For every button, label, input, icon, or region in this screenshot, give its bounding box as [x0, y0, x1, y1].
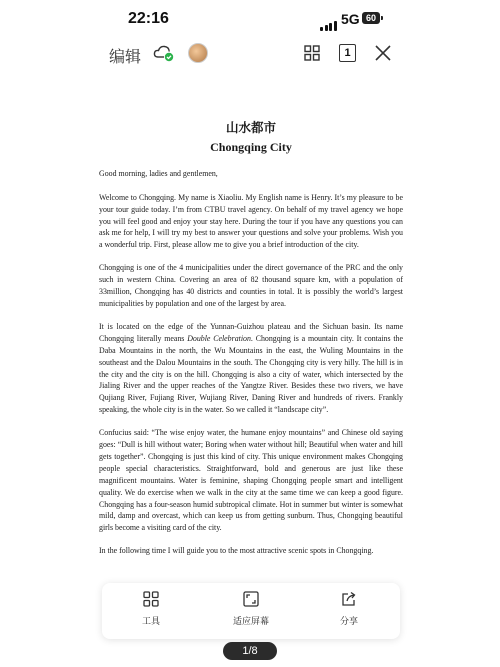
- paragraph-municipality: Chongqing is one of the 4 municipalities under the direct governance of the PRC and the only such in western China. Covering an area of 82 thousand square km, with a population of 33million, Chongqing has 40 districts and counties in total. It is possibly the world’s largest municipalities by population and one of the largest by area.: [99, 263, 403, 308]
- paragraph-geography: [99, 321, 403, 416]
- page-indicator: 1/8: [223, 642, 277, 660]
- paragraph-greeting: Good morning, ladies and gentlemen,: [99, 168, 218, 178]
- italic-double-celebration: Double Celebration: [187, 333, 251, 343]
- paragraph-following: In the following time I will guide you to the most attractive scenic spots in Chongqing.: [99, 546, 374, 556]
- bottom-action-bar: [102, 583, 400, 639]
- fit-screen-icon: [243, 591, 259, 607]
- fit-screen-button[interactable]: [216, 591, 286, 629]
- page-view-icon[interactable]: 1: [339, 44, 356, 62]
- avatar[interactable]: [188, 43, 208, 63]
- reader-toolbar: [0, 40, 500, 70]
- grid-view-icon[interactable]: [304, 45, 320, 61]
- network-label: 5G: [341, 11, 360, 27]
- paragraph-confucius: Confucius said: “The wise enjoy water, the humane enjoy mountains” and Chinese old saying goes: “Dull is hill without water; Boring when water without hill; Beautiful when water and hill gets together”. Chongqing is just this kind of city. This unique environment makes Chongqing people special characteristics. Straightforward, bold and generous are just like these magnificent mountains. Water is feminine, shaping Chongqing people smart and intelligent quality. We do exercise when we walk in the city at the same time we can keep a good figure. Chongqing has a four-season humid subtropical climate. Hot in summer but winter is somewhat mild, damp and overcast, which can keep us from getting sunburn. Thus, Chongqing beautiful girls become a visiting card of the city.: [99, 428, 403, 533]
- share-label: 分享: [339, 617, 358, 627]
- share-button[interactable]: [314, 591, 384, 629]
- signal-icon: [320, 13, 338, 31]
- paragraph-geography-part2: . Chongqing is a mountain city. It contains the Daba Mountains in the north, the Wu Mountains in the east, the Wuling Mountains in the southeast and the Dalou Mountains in the south. The Chongqing city is very hilly. The hill is in the city and the city is on the hill. Chongqing is also a city of water, which intersected by the Jialing River and the upper reaches of the Yangtze River. Besides these two rivers, we have Qujiang River, Fujiang River, Wujiang River, Daning River and hundreds of rivers. Frankly speaking, the whole city is in the water. So we called it “landscape city”.: [99, 333, 404, 415]
- battery-icon: 60: [362, 12, 380, 24]
- status-time: 22:16: [128, 10, 169, 27]
- paragraph-geography-part1: It is located on the edge of the Yunnan-Guizhou plateau and the Sichuan basin. Its name Chongqing literally means: [99, 321, 403, 343]
- document-title-english: Chongqing City: [210, 139, 292, 154]
- tools-icon: [143, 591, 159, 607]
- edit-button[interactable]: 编辑: [109, 49, 142, 66]
- paragraph-welcome: Welcome to Chongqing. My name is Xiaoliu. My English name is Henry. It’s my pleasure to be your tour guide today. I’m from CTBU travel agency. On behalf of my travel agency we hope you will feel good and enjoy your stay here. During the tour if you have any questions you can ask me for help, I will try my best to answer your questions and solve your problems. Wish you a wonderful trip. First, please allow me to give you a brief introduction of the city.: [99, 192, 403, 250]
- close-icon[interactable]: [374, 44, 392, 62]
- fit-screen-label: 适应屏幕: [232, 617, 269, 627]
- document-title-chinese: 山水都市: [225, 120, 276, 135]
- status-bar: [0, 0, 500, 40]
- tools-button[interactable]: [116, 591, 186, 629]
- document-page: [99, 122, 403, 568]
- tools-label: 工具: [141, 617, 160, 627]
- cloud-sync-icon[interactable]: [153, 44, 175, 62]
- share-icon: [341, 591, 357, 607]
